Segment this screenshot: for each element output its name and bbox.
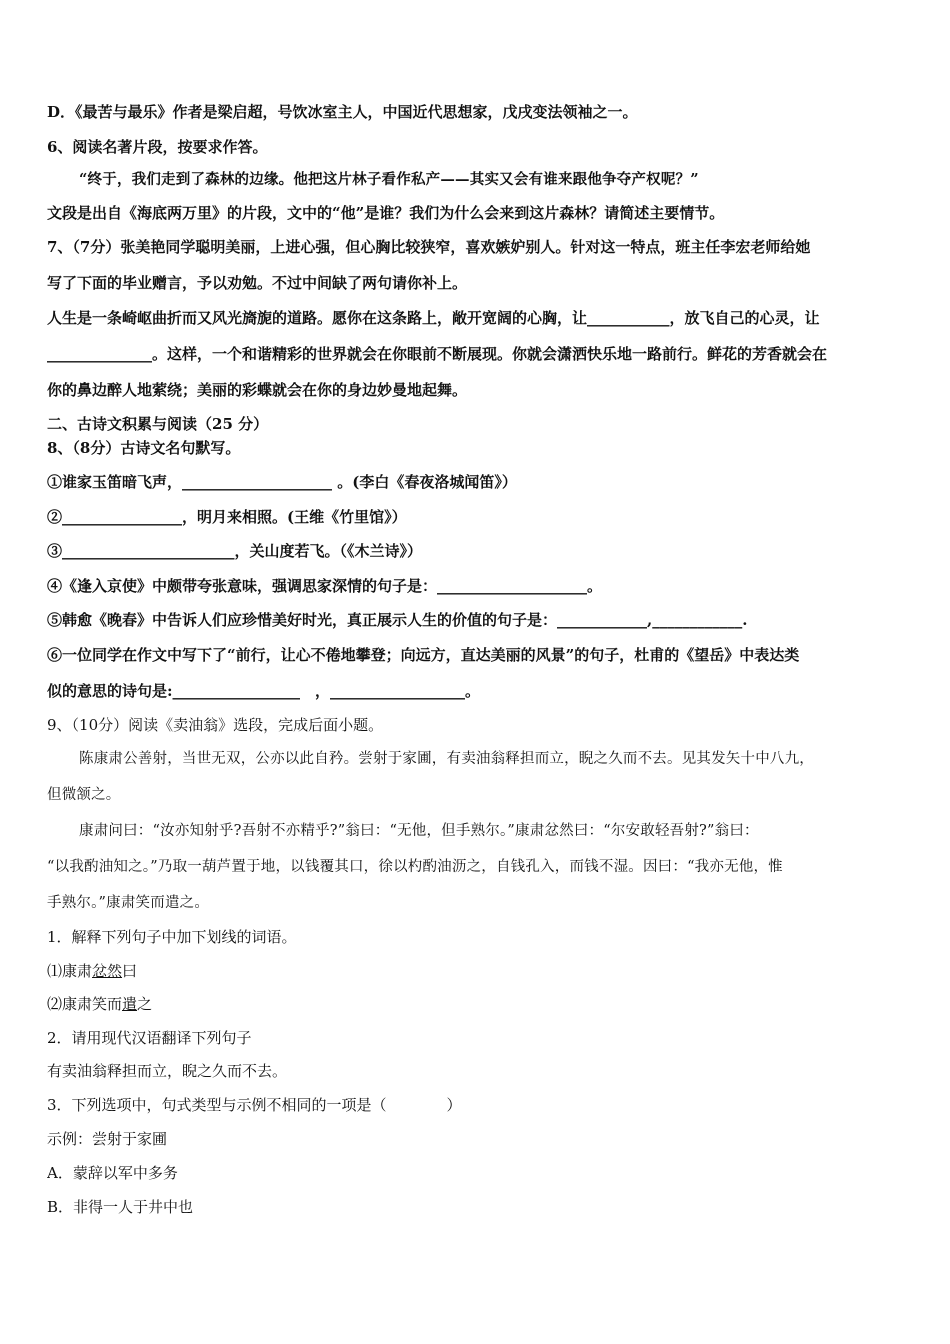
question-7-passage-line-2: ______________。这样，一个和谐精彩的世界就会在你眼前不断展现。你就会潇洒快乐地一路前行。鲜花的芳香就会在 <box>47 345 828 363</box>
question-6-title: 6、阅读名著片段，按要求作答。 <box>47 138 268 156</box>
recitation-item-5: ⑤韩愈《晚春》中告诉人们应珍惜美好时光，真正展示人生的价值的句子是：____________,____________. <box>47 611 748 629</box>
option-b: B．非得一人于井中也 <box>47 1198 194 1216</box>
subquestion-3-title: 3．下列选项中，句式类型与示例不相同的一项是（ ） <box>47 1096 462 1114</box>
classical-passage-line-1: 陈康肃公善射，当世无双，公亦以此自矜。尝射于家圃，有卖油翁释担而立，睨之久而不去。见其发矢十中八九， <box>79 751 814 767</box>
recitation-item-3: ③_______________________，关山度若飞。（《木兰诗》） <box>47 542 423 560</box>
question-7-title: 7、（7分）张美艳同学聪明美丽，上进心强，但心胸比较狭窄，喜欢嫉妒别人。针对这一特点，班主任李宏老师给她 <box>47 238 811 256</box>
subquestion-1-item-1 <box>47 960 907 982</box>
option-a: A．蒙辞以军中多务 <box>47 1164 178 1182</box>
question-7-text: 写了下面的毕业赠言，予以劝勉。不过中间缺了两句请你补上。 <box>47 274 468 292</box>
recitation-item-6-line-1: ⑥一位同学在作文中写下了“前行，让心不倦地攀登；向远方，直达美丽的风景”的句子，杜甫的《望岳》中表达类 <box>47 646 800 664</box>
item-2-prefix: ⑵康肃笑而 <box>47 995 123 1013</box>
option-d-line: D．《最苦与最乐》作者是梁启超，号饮冰室主人，中国近代思想家，戊戌变法领袖之一。 <box>47 103 638 121</box>
underlined-word-fenran: 忿然 <box>92 962 123 980</box>
question-7-passage-line-3: 你的鼻边醉人地萦绕；美丽的彩蝶就会在你的身边妙曼地起舞。 <box>47 381 468 399</box>
subquestion-3-example: 示例：尝射于家圃 <box>47 1130 168 1148</box>
subquestion-2-sentence: 有卖油翁释担而立，睨之久而不去。 <box>47 1062 288 1080</box>
item-1-prefix: ⑴康肃 <box>47 962 93 980</box>
item-2-suffix: 之 <box>137 995 153 1013</box>
recitation-item-4: ④《逢入京使》中颇带夸张意味，强调思家深情的句子是：____________________。 <box>47 577 603 595</box>
classical-passage-line-5: 手熟尔。”康肃笑而遣之。 <box>47 895 210 911</box>
subquestion-1-title: 1．解释下列句子中加下划线的词语。 <box>47 928 297 946</box>
classical-passage-line-3: 康肃问曰：“汝亦知射乎?吾射不亦精乎?”翁曰：“无他，但手熟尔。”康肃忿然曰：“尔安敢轻吾射?”翁曰： <box>79 823 759 839</box>
question-8-title: 8、（8分）古诗文名句默写。 <box>47 439 241 457</box>
question-6-prompt: 文段是出自《海底两万里》的片段，文中的“他”是谁？我们为什么会来到这片森林？请简述主要情节。 <box>47 204 725 222</box>
subquestion-1-item-2 <box>47 993 907 1015</box>
classical-passage-line-2: 但微颔之。 <box>47 787 121 803</box>
item-1-suffix: 曰 <box>122 962 138 980</box>
subquestion-2-title: 2．请用现代汉语翻译下列句子 <box>47 1029 252 1047</box>
recitation-item-6-line-2: 似的意思的诗句是:_________________ ，__________________。 <box>47 682 481 700</box>
underlined-word-qian: 遣 <box>122 995 138 1013</box>
novel-excerpt-quote: “终于，我们走到了森林的边缘。他把这片林子看作私产——其实又会有谁来跟他争夺产权呢？” <box>79 171 699 188</box>
question-9-title: 9、（10分）阅读《卖油翁》选段，完成后面小题。 <box>47 716 384 734</box>
classical-passage-line-4: “以我酌油知之。”乃取一葫芦置于地，以钱覆其口，徐以杓酌油沥之，自钱孔入，而钱不湿。因曰：“我亦无他，惟 <box>47 859 783 875</box>
recitation-item-1: ①谁家玉笛暗飞声，____________________ 。(李白《春夜洛城闻笛》） <box>47 473 517 491</box>
recitation-item-2: ②________________，明月来相照。(王维《竹里馆》） <box>47 508 407 526</box>
question-7-passage-line-1: 人生是一条崎岖曲折而又风光旖旎的道路。愿你在这条路上，敞开宽阔的心胸，让___________，放飞自己的心灵，让 <box>47 309 820 327</box>
section-2-heading: 二、古诗文积累与阅读（25 分） <box>47 415 269 433</box>
